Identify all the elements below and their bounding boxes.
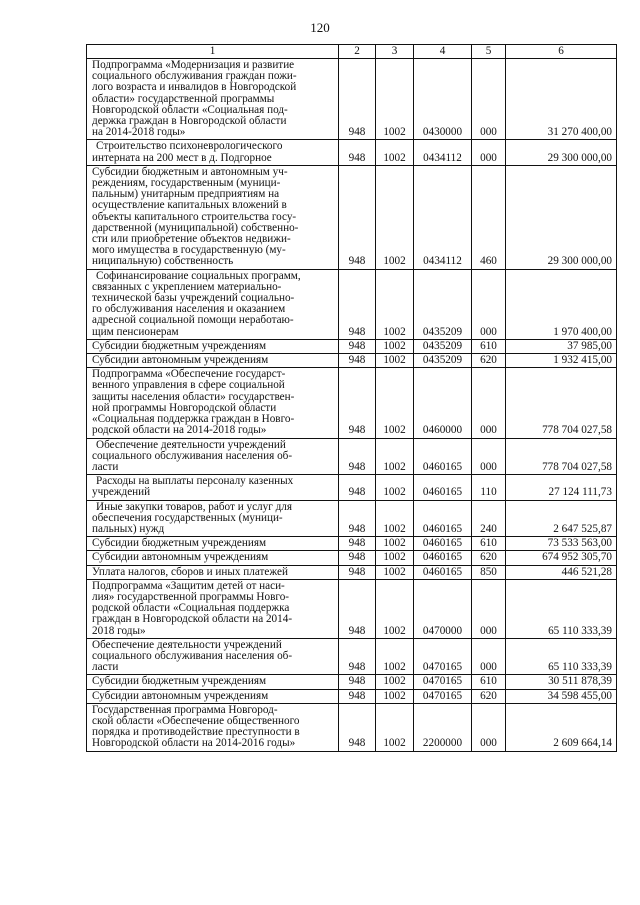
row-name-cell: Субсидии бюджетным учреждениям	[87, 675, 339, 689]
table-row	[87, 165, 617, 269]
row-expense-type-cell: 000	[472, 140, 506, 165]
row-ministry-code-cell: 948	[339, 638, 376, 675]
row-amount-cell: 674 952 305,70	[506, 551, 617, 565]
budget-table	[86, 44, 617, 752]
row-target-code-cell: 0460165	[414, 500, 472, 537]
row-expense-type-cell: 460	[472, 165, 506, 269]
row-name-cell: Подпрограмма «Модернизация и развитие социального обслуживания граждан пожи- лого возраста и инвалидов в Новгородской области» государственной программы Новгородской области «Социальная под- держка граждан в Новгородской области на 2014-2018 годы»	[87, 59, 339, 140]
row-expense-type-cell: 000	[472, 368, 506, 438]
row-section-code-cell: 1002	[376, 689, 414, 703]
row-amount-cell: 31 270 400,00	[506, 59, 617, 140]
table-row	[87, 59, 617, 140]
row-ministry-code-cell: 948	[339, 703, 376, 751]
row-ministry-code-cell: 948	[339, 165, 376, 269]
table-row	[87, 438, 617, 475]
row-section-code-cell: 1002	[376, 140, 414, 165]
row-ministry-code-cell: 948	[339, 551, 376, 565]
row-section-code-cell: 1002	[376, 675, 414, 689]
row-section-code-cell: 1002	[376, 165, 414, 269]
row-section-code-cell: 1002	[376, 59, 414, 140]
row-ministry-code-cell: 948	[339, 438, 376, 475]
table-row	[87, 140, 617, 165]
table-row	[87, 368, 617, 438]
row-amount-cell: 29 300 000,00	[506, 165, 617, 269]
row-name-cell: Государственная программа Новгород- ской области «Обеспечение общественного порядка и противодействие преступности в Новгородской области на 2014-2016 годы»	[87, 703, 339, 751]
row-expense-type-cell: 610	[472, 675, 506, 689]
row-expense-type-cell: 620	[472, 354, 506, 368]
table-row	[87, 675, 617, 689]
row-target-code-cell: 0470000	[414, 579, 472, 638]
row-ministry-code-cell: 948	[339, 475, 376, 500]
row-expense-type-cell: 620	[472, 551, 506, 565]
row-name-cell: Строительство психоневрологического интерната на 200 мест в д. Подгорное	[87, 140, 339, 165]
row-section-code-cell: 1002	[376, 368, 414, 438]
table-row	[87, 500, 617, 537]
row-expense-type-cell: 610	[472, 537, 506, 551]
row-expense-type-cell: 000	[472, 59, 506, 140]
row-amount-cell: 27 124 111,73	[506, 475, 617, 500]
row-section-code-cell: 1002	[376, 438, 414, 475]
row-expense-type-cell: 000	[472, 438, 506, 475]
table-row	[87, 638, 617, 675]
row-ministry-code-cell: 948	[339, 565, 376, 579]
row-target-code-cell: 0470165	[414, 638, 472, 675]
row-ministry-code-cell: 948	[339, 675, 376, 689]
header-col-4: 4	[414, 45, 472, 59]
header-col-5: 5	[472, 45, 506, 59]
row-ministry-code-cell: 948	[339, 269, 376, 339]
row-expense-type-cell: 850	[472, 565, 506, 579]
row-amount-cell: 29 300 000,00	[506, 140, 617, 165]
row-name-cell: Софинансирование социальных программ, связанных с укреплением материально- технической базы учреждений социально- го обслуживания населения и оказанием адресной социальной помощи неработаю- щим пенсионерам	[87, 269, 339, 339]
table-row	[87, 354, 617, 368]
row-section-code-cell: 1002	[376, 551, 414, 565]
row-ministry-code-cell: 948	[339, 59, 376, 140]
row-expense-type-cell: 110	[472, 475, 506, 500]
row-section-code-cell: 1002	[376, 475, 414, 500]
header-col-6: 6	[506, 45, 617, 59]
row-amount-cell: 778 704 027,58	[506, 438, 617, 475]
row-ministry-code-cell: 948	[339, 537, 376, 551]
row-name-cell: Субсидии бюджетным и автономным уч- реждениям, государственным (муници- пальным) унитарным предприятиям на осуществление капитальных вложений в объекты капитального строительства госу- дарственной (муниципальной) собственно- сти или приобретение объектов недвижи- мого имущества в государственную (му- ниципальную) собственность	[87, 165, 339, 269]
row-target-code-cell: 2200000	[414, 703, 472, 751]
row-name-cell: Субсидии автономным учреждениям	[87, 551, 339, 565]
row-target-code-cell: 0470165	[414, 689, 472, 703]
row-section-code-cell: 1002	[376, 579, 414, 638]
row-ministry-code-cell: 948	[339, 689, 376, 703]
row-expense-type-cell: 240	[472, 500, 506, 537]
row-target-code-cell: 0460000	[414, 368, 472, 438]
header-col-3: 3	[376, 45, 414, 59]
table-row	[87, 689, 617, 703]
row-amount-cell: 2 647 525,87	[506, 500, 617, 537]
row-name-cell: Уплата налогов, сборов и иных платежей	[87, 565, 339, 579]
table-row	[87, 269, 617, 339]
row-expense-type-cell: 000	[472, 638, 506, 675]
row-target-code-cell: 0435209	[414, 339, 472, 353]
row-ministry-code-cell: 948	[339, 500, 376, 537]
row-name-cell: Субсидии автономным учреждениям	[87, 354, 339, 368]
row-amount-cell: 65 110 333,39	[506, 638, 617, 675]
row-name-cell: Иные закупки товаров, работ и услуг для обеспечения государственных (муници- пальных) нужд	[87, 500, 339, 537]
row-name-cell: Обеспечение деятельности учреждений социального обслуживания населения об- ласти	[87, 438, 339, 475]
table-row	[87, 703, 617, 751]
row-expense-type-cell: 000	[472, 703, 506, 751]
row-amount-cell: 30 511 878,39	[506, 675, 617, 689]
row-expense-type-cell: 620	[472, 689, 506, 703]
table-row	[87, 565, 617, 579]
table-row	[87, 537, 617, 551]
row-section-code-cell: 1002	[376, 354, 414, 368]
row-section-code-cell: 1002	[376, 339, 414, 353]
row-name-cell: Субсидии автономным учреждениям	[87, 689, 339, 703]
table-row	[87, 339, 617, 353]
row-section-code-cell: 1002	[376, 500, 414, 537]
row-section-code-cell: 1002	[376, 537, 414, 551]
table-row	[87, 475, 617, 500]
header-row	[87, 45, 617, 59]
table-row	[87, 579, 617, 638]
row-target-code-cell: 0460165	[414, 475, 472, 500]
row-section-code-cell: 1002	[376, 638, 414, 675]
row-ministry-code-cell: 948	[339, 579, 376, 638]
table-row	[87, 551, 617, 565]
row-ministry-code-cell: 948	[339, 140, 376, 165]
row-amount-cell: 2 609 664,14	[506, 703, 617, 751]
row-target-code-cell: 0435209	[414, 354, 472, 368]
row-target-code-cell: 0434112	[414, 140, 472, 165]
row-target-code-cell: 0435209	[414, 269, 472, 339]
row-amount-cell: 65 110 333,39	[506, 579, 617, 638]
page-number: 120	[310, 20, 330, 35]
header-col-2: 2	[339, 45, 376, 59]
row-target-code-cell: 0430000	[414, 59, 472, 140]
row-amount-cell: 73 533 563,00	[506, 537, 617, 551]
row-ministry-code-cell: 948	[339, 354, 376, 368]
row-ministry-code-cell: 948	[339, 368, 376, 438]
row-section-code-cell: 1002	[376, 703, 414, 751]
row-name-cell: Подпрограмма «Защитим детей от наси- лия» государственной программы Новго- родской области «Социальная поддержка граждан в Новгородской области на 2014- 2018 годы»	[87, 579, 339, 638]
row-name-cell: Расходы на выплаты персоналу казенных учреждений	[87, 475, 339, 500]
row-expense-type-cell: 610	[472, 339, 506, 353]
row-section-code-cell: 1002	[376, 269, 414, 339]
row-expense-type-cell: 000	[472, 269, 506, 339]
row-target-code-cell: 0470165	[414, 675, 472, 689]
row-name-cell: Обеспечение деятельности учреждений социального обслуживания населения об- ласти	[87, 638, 339, 675]
row-amount-cell: 1 932 415,00	[506, 354, 617, 368]
row-target-code-cell: 0434112	[414, 165, 472, 269]
header-col-1: 1	[87, 45, 339, 59]
row-amount-cell: 778 704 027,58	[506, 368, 617, 438]
row-target-code-cell: 0460165	[414, 551, 472, 565]
row-name-cell: Субсидии бюджетным учреждениям	[87, 537, 339, 551]
row-target-code-cell: 0460165	[414, 438, 472, 475]
row-expense-type-cell: 000	[472, 579, 506, 638]
row-target-code-cell: 0460165	[414, 537, 472, 551]
row-name-cell: Подпрограмма «Обеспечение государст- венного управления в сфере социальной защиты населения области» государствен- ной программы Новгородской области «Социальная поддержка граждан в Новго- родской области на 2014-2018 годы»	[87, 368, 339, 438]
row-amount-cell: 37 985,00	[506, 339, 617, 353]
row-amount-cell: 446 521,28	[506, 565, 617, 579]
row-amount-cell: 1 970 400,00	[506, 269, 617, 339]
row-amount-cell: 34 598 455,00	[506, 689, 617, 703]
row-name-cell: Субсидии бюджетным учреждениям	[87, 339, 339, 353]
row-target-code-cell: 0460165	[414, 565, 472, 579]
row-section-code-cell: 1002	[376, 565, 414, 579]
row-ministry-code-cell: 948	[339, 339, 376, 353]
